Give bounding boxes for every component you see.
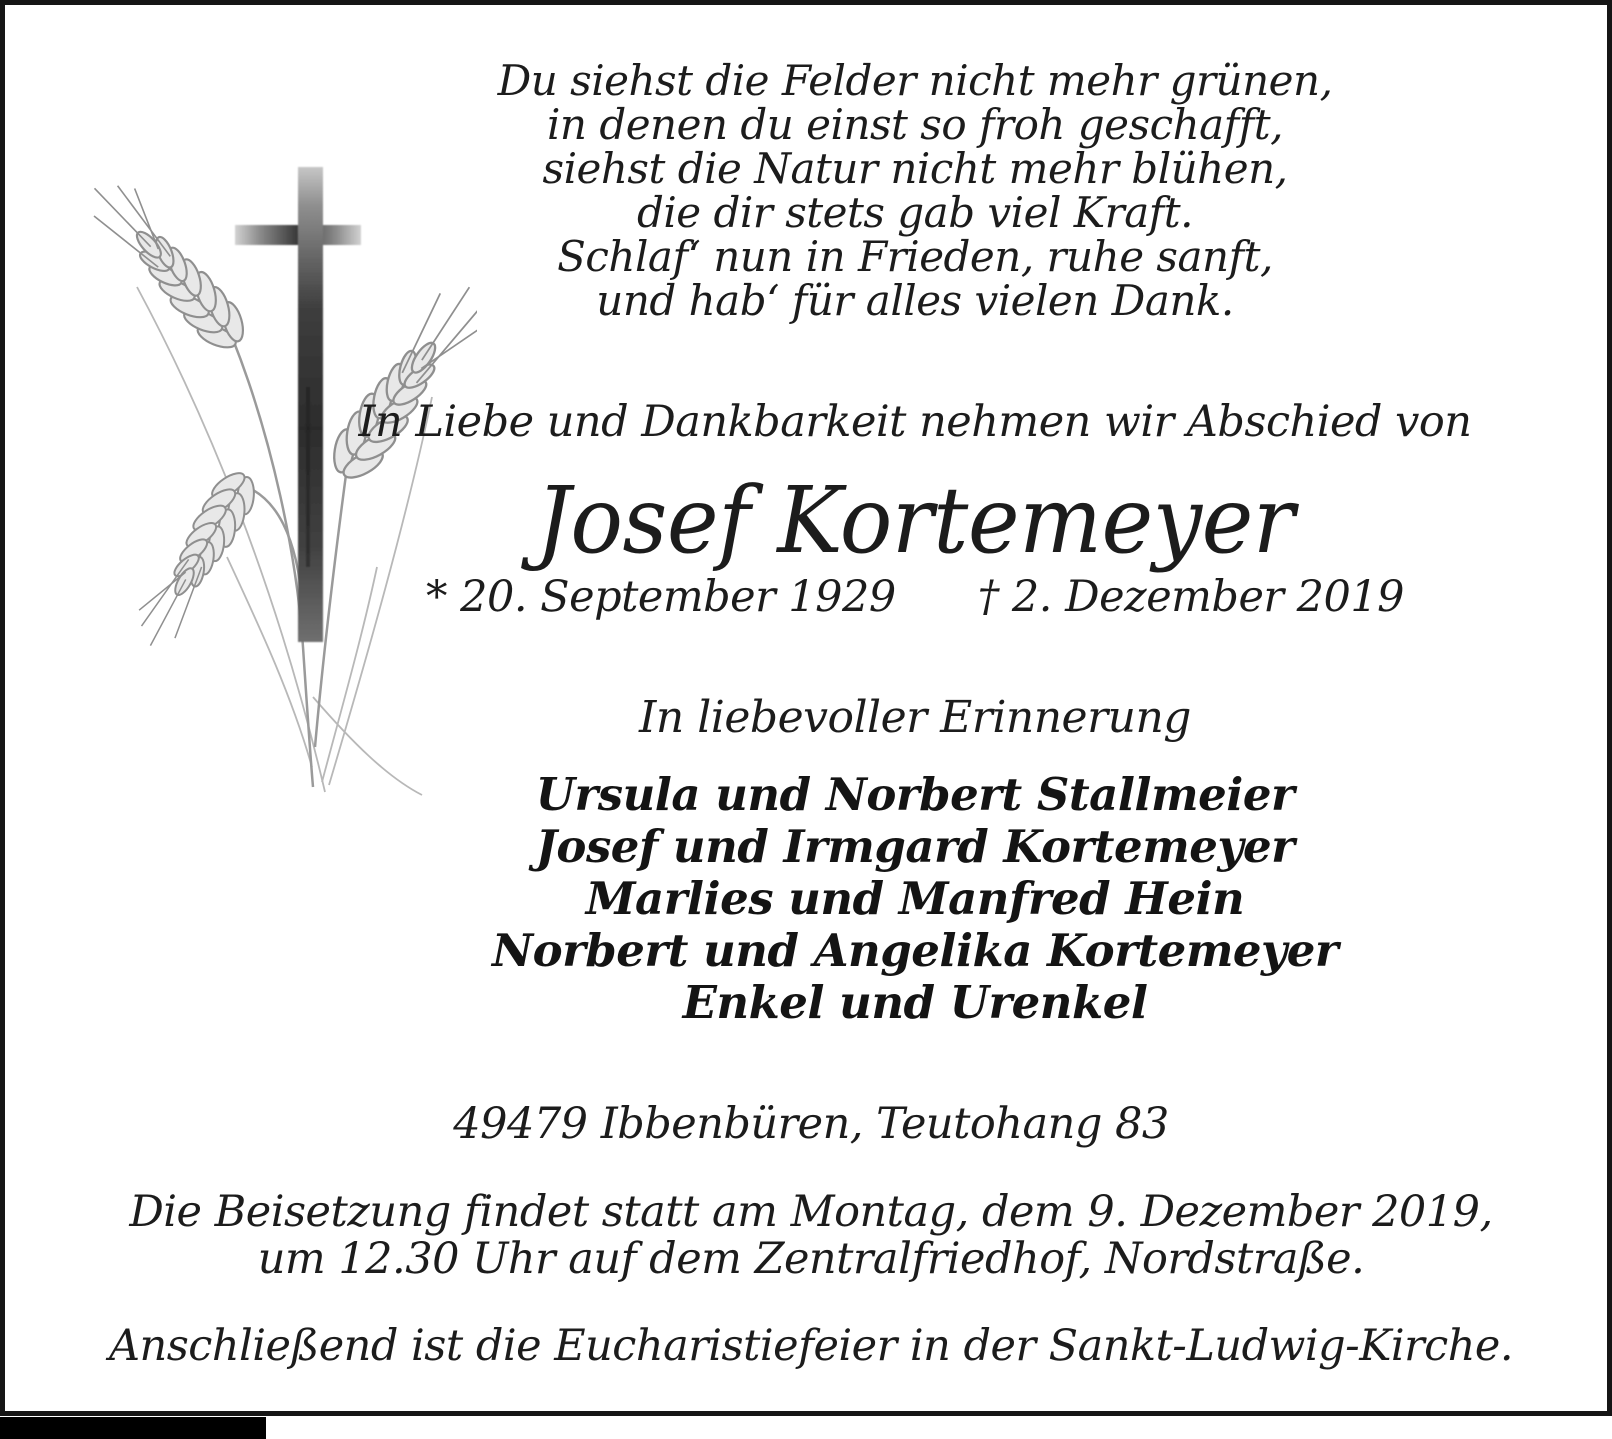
mourner-line: Norbert und Angelika Kortemeyer	[491, 924, 1339, 977]
deceased-name: Josef Kortemeyer	[535, 467, 1295, 574]
funeral-info	[15, 1189, 1607, 1283]
redaction-bar	[0, 1417, 266, 1439]
remembrance-heading: In liebevoller Erinnerung	[639, 692, 1191, 743]
poem-line: Du siehst die Felder nicht mehr grünen,	[497, 56, 1333, 105]
mourner-line: Josef und Irmgard Kortemeyer	[535, 820, 1295, 873]
poem-line: siehst die Natur nicht mehr blühen,	[542, 144, 1288, 193]
mourners-list	[213, 769, 1612, 1029]
poem	[213, 56, 1612, 325]
funeral-line: Die Beisetzung findet statt am Montag, dem 9. Dezember 2019,	[129, 1187, 1493, 1237]
birth-date: * 20. September 1929	[425, 572, 896, 622]
mourner-line: Enkel und Urenkel	[682, 976, 1148, 1029]
poem-line: und hab‘ für alles vielen Dank.	[596, 276, 1234, 325]
mourner-line: Marlies und Manfred Hein	[585, 872, 1245, 925]
poem-line: in denen du einst so froh geschafft,	[546, 100, 1283, 149]
address-line: 49479 Ibbenbüren, Teutohang 83	[453, 1099, 1169, 1149]
poem-line: Schlaf‘ nun in Frieden, ruhe sanft,	[557, 232, 1273, 281]
death-date: † 2. Dezember 2019	[977, 572, 1405, 622]
poem-line: die dir stets gab viel Kraft.	[636, 188, 1194, 237]
farewell-intro: In Liebe und Dankbarkeit nehmen wir Abschied von	[358, 397, 1472, 447]
mourner-line: Ursula und Norbert Stallmeier	[535, 768, 1295, 821]
service-info: Anschließend ist die Eucharistiefeier in der Sankt-Ludwig-Kirche.	[108, 1321, 1514, 1371]
life-dates	[213, 572, 1612, 622]
funeral-line: um 12.30 Uhr auf dem Zentralfriedhof, Nordstraße.	[257, 1234, 1365, 1284]
